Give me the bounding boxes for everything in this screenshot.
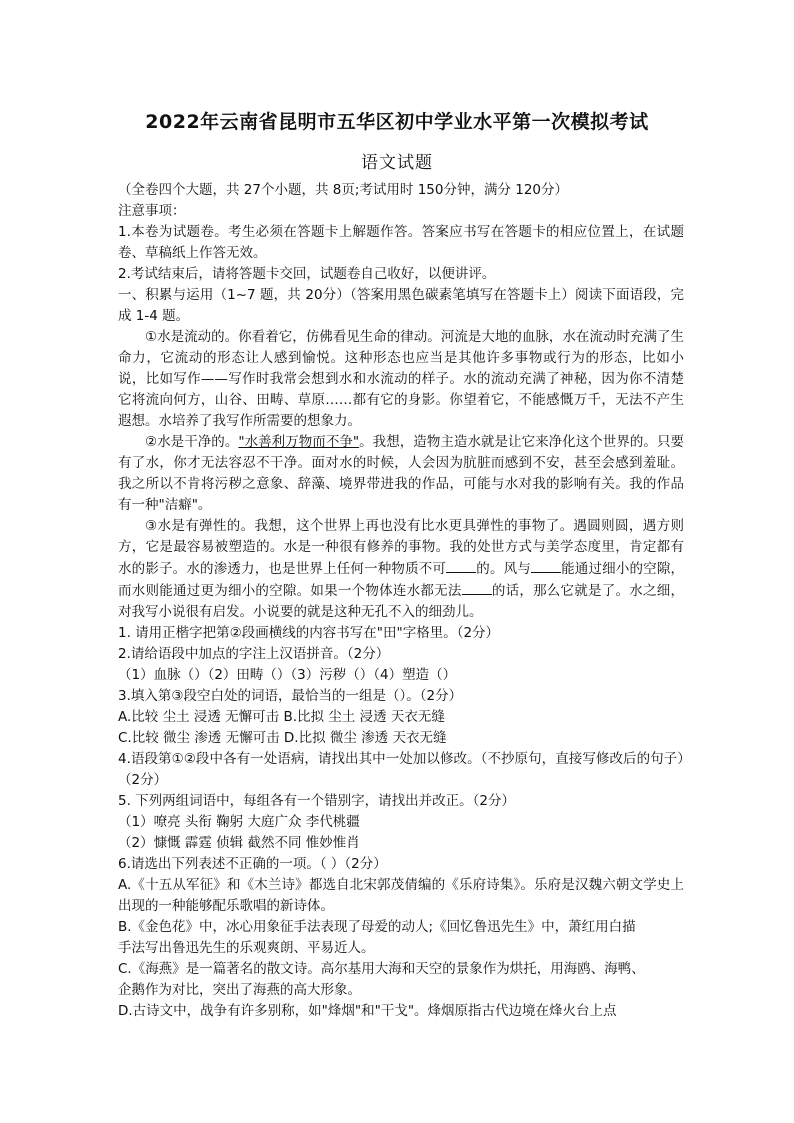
note-2: 2.考试结束后，请将答题卡交回，试题卷自己收好，以便讲评。 xyxy=(118,266,496,282)
question-3-options-ab: A.比较 尘土 浸透 无懈可击 B.比拟 尘土 浸透 天衣无缝 xyxy=(118,709,445,725)
question-2-items: （1）血脉（）（2）田畴（）（3）污秽（）（4）塑造（） xyxy=(118,667,457,683)
question-1: 1. 请用正楷字把第②段画横线的内容书写在"田"字格里。（2分） xyxy=(118,625,500,641)
exam-info: （全卷四个大题，共 27个小题，共 8页;考试用时 150分钟，满分 120分） xyxy=(118,182,569,198)
para3-part-a: ③水是有弹性的。我想，这个世界上再也没有比水更具弹性的事物了。遇圆则圆，遇方则方，它是最容易被塑造的。水是一种很有修养的事物。我的处世方式与美学态度里，肯定都有水的影子。水的渗透力，也是世界上任何一种物质不可 xyxy=(118,518,684,577)
fill-blank-2 xyxy=(531,558,561,573)
para3-part-d: 的话，那么它就是了。水之细，对我写小说很有启发。小说要的就是这种无孔不入的细劲儿。 xyxy=(118,583,685,620)
passage-paragraph-3 xyxy=(118,516,684,623)
question-5: 5. 下列两组词语中，每组各有一个错别字，请找出并改正。（2分） xyxy=(118,793,516,809)
question-4: 4.语段第①②段中各有一处语病，请找出其中一处加以修改。（不抄原句，直接写修改后的句子）（2分） xyxy=(118,751,684,788)
question-6-option-b-line-2: 手法写出鲁迅先生的乐观爽朗、平易近人。 xyxy=(118,940,375,956)
question-3: 3.填入第③段空白处的词语，最恰当的一组是（）。（2分） xyxy=(118,688,463,704)
fill-blank-3 xyxy=(462,580,492,595)
passage-paragraph-1: ①水是流动的。你看着它，仿佛看见生命的律动。河流是大地的血脉，水在流动时充满了生命力，它流动的形态让人感到愉悦。这种形态也应当是其他许多事物或行为的形态，比如小说，比如写作——写作时我常会想到水和水流动的样子。水的流动充满了神秘，因为你不清楚它将流向何方，山谷、田畴、草原……都有它的身影。你望着它，不能感慨万千，无法不产生遐想。水培养了我写作所需要的想象力。 xyxy=(118,329,684,429)
question-6-option-c-line-2: 企鹅作为对比，突出了海燕的高大形象。 xyxy=(118,982,361,998)
exam-subtitle: 语文试题 xyxy=(361,153,433,173)
para3-part-c: 能通过细小的空隙，而水则能通过更为细小的空隙。如果一个物体连水都无法 xyxy=(118,561,685,599)
question-3-options-cd: C.比较 微尘 渗透 无懈可击 D.比拟 微尘 渗透 天衣无缝 xyxy=(118,730,447,746)
question-6-option-a: A.《十五从军征》和《木兰诗》都选自北宋郭茂倩编的《乐府诗集》。乐府是汉魏六朝文学史上出现的一种能够配乐歌唱的新诗体。 xyxy=(118,877,684,914)
question-6: 6.请选出下列表述不正确的一项。（ ）（2分） xyxy=(118,856,387,872)
para2-start: ②水是干净的。 xyxy=(145,434,239,450)
para2-rest: 。我想，造物主造水就是让它来净化这个世界的。只要有了水，你才无法容忍不干净。面对水的时候，人会因为肮脏而感到不安，甚至会感到羞耻。我之所以不肯将污秽之意象、辞藻、境界带进我的作品，可能与水对我的影响有关。我的作品有一种"洁癖"。 xyxy=(118,434,684,513)
question-6-option-d: D.古诗文中，战争有许多别称，如"烽烟"和"干戈"。烽烟原指古代边境在烽火台上点 xyxy=(118,1003,617,1019)
exam-title: 2022年云南省昆明市五华区初中学业水平第一次模拟考试 xyxy=(145,111,649,133)
para2-underlined-quote: "水善利万物而不争" xyxy=(238,434,360,450)
section-1-heading: 一、积累与运用（1~7 题，共 20分）（答案用黑色碳素笔填写在答题卡上）阅读下面语段，完成 1-4 题。 xyxy=(118,287,684,324)
passage-paragraph-2 xyxy=(118,432,684,516)
fill-blank-1 xyxy=(446,558,476,573)
question-2: 2.请给语段中加点的字注上汉语拼音。（2分） xyxy=(118,646,390,662)
question-5-group-1: （1）嘹亮 头衔 鞠躬 大庭广众 李代桃疆 xyxy=(118,814,360,830)
question-6-option-b-line-1: B.《金色花》中，冰心用象征手法表现了母爱的动人;《回忆鲁迅先生》中，萧红用白描 xyxy=(118,919,636,935)
exam-body xyxy=(118,180,684,1022)
question-5-group-2: （2）慷慨 霹霆 侦辑 截然不同 惟妙惟肖 xyxy=(118,835,360,851)
para3-part-b: 的。风与 xyxy=(476,561,531,577)
question-6-option-c-line-1: C.《海燕》是一篇著名的散文诗。高尔基用大海和天空的景象作为烘托，用海鸥、海鸭、 xyxy=(118,961,645,977)
notes-heading: 注意事项： xyxy=(118,203,186,219)
note-1: 1.本卷为试题卷。考生必须在答题卡上解题作答。答案应书写在答题卡的相应位置上，在试题卷、草稿纸上作答无效。 xyxy=(118,224,684,261)
